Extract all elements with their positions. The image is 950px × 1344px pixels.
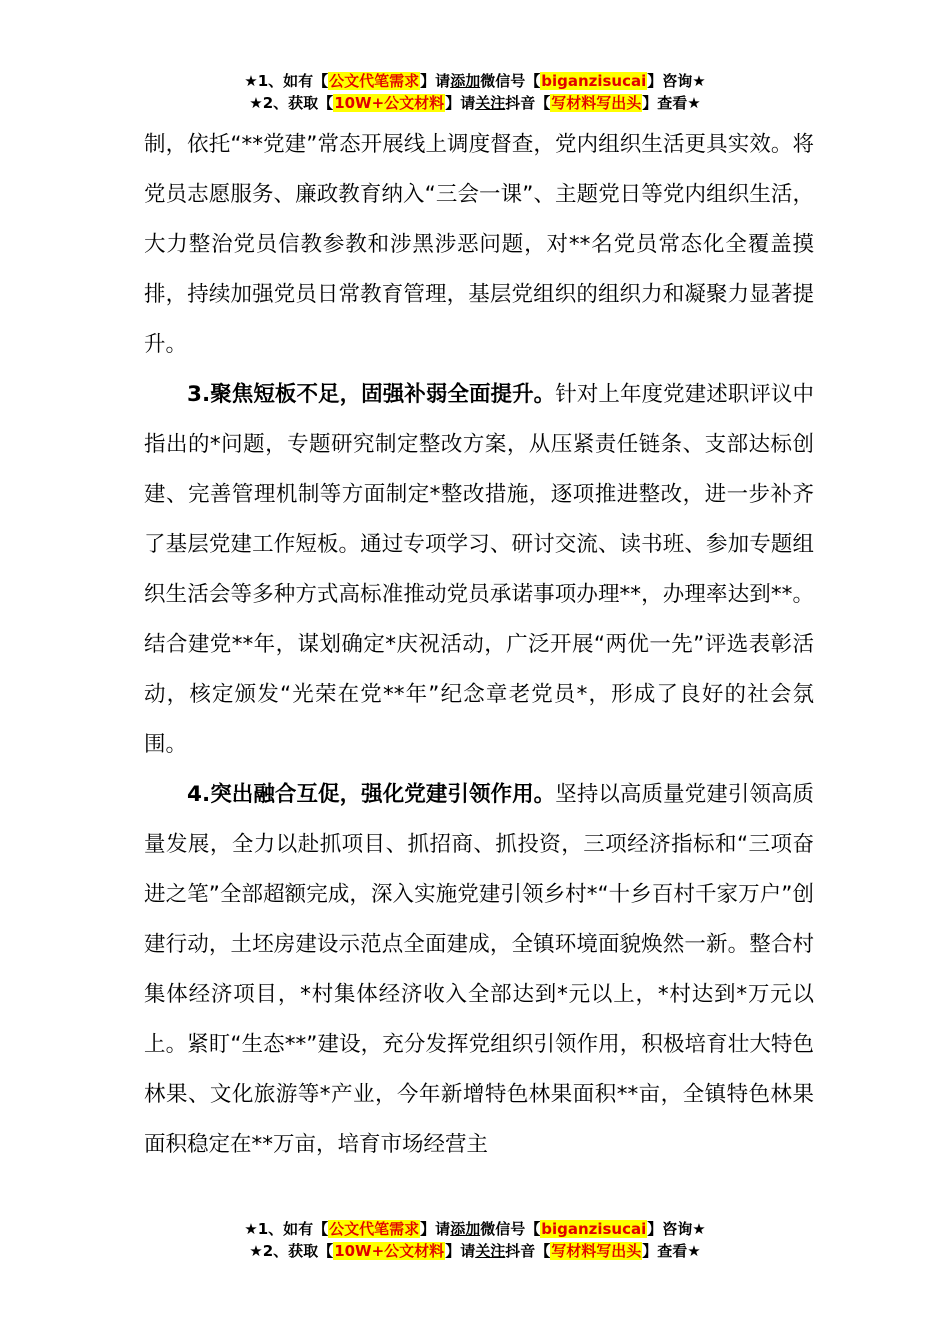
highlight-text: 公文代笔需求 <box>329 1220 420 1238</box>
paragraph-heading: 3.聚焦短板不足，固强补弱全面提升。 <box>187 382 556 407</box>
banner-text: ★2、获取【 <box>249 94 334 112</box>
paragraph-heading: 4.突出融合互促，强化党建引领作用。 <box>187 782 556 807</box>
header-banner <box>0 70 950 114</box>
banner-text: 】请 <box>445 1242 476 1260</box>
banner-text: 】请 <box>445 94 476 112</box>
banner-text: ★1、如有【 <box>244 72 329 90</box>
underlined-text: 关注 <box>475 94 506 112</box>
banner-text: ★2、获取【 <box>249 1242 334 1260</box>
paragraph-text: 制，依托“**党建”常态开展线上调度督查，党内组织生活更具实效。将党员志愿服务、廉政教育纳入“三会一课”、主题党日等党内组织生活，大力整治党员信教参教和涉黑涉恶问题，对**名党员常态化全覆盖摸排，持续加强党员日常教育管理，基层党组织的组织力和凝聚力显著提升。 <box>144 132 814 357</box>
highlight-text: 公文代笔需求 <box>329 72 420 90</box>
banner-text: ★1、如有【 <box>244 1220 329 1238</box>
banner-text: 抖音【 <box>505 94 551 112</box>
highlight-text: 写材料写出头 <box>551 94 642 112</box>
footer-banner <box>0 1218 950 1262</box>
paragraph-text: 坚持以高质量党建引领高质量发展，全力以赴抓项目、抓招商、抓投资，三项经济指标和“三项奋进之笔”全部超额完成，深入实施党建引领乡村*“十乡百村千家万户”创建行动，土坯房建设示范点全面建成，全镇环境面貌焕然一新。整合村集体经济项目，*村集体经济收入全部达到*元以上，*村达到*万元以上。紧盯“生态**”建设，充分发挥党组织引领作用，积极培育壮大特色林果、文化旅游等*产业，今年新增特色林果面积**亩，全镇特色林果面积稳定在**万亩，培育市场经营主 <box>144 782 814 1157</box>
paragraph-text: 针对上年度党建述职评议中指出的*问题，专题研究制定整改方案，从压紧责任链条、支部达标创建、完善管理机制等方面制定*整改措施，逐项推进整改，进一步补齐了基层党建工作短板。通过专项学习、研讨交流、读书班、参加专题组织生活会等多种方式高标准推动党员承诺事项办理**，办理率达到**。结合建党**年，谋划确定*庆祝活动，广泛开展“两优一先”评选表彰活动，核定颁发“光荣在党**年”纪念章老党员*，形成了良好的社会氛围。 <box>144 382 814 757</box>
banner-text: 】请 <box>420 1220 451 1238</box>
banner-text: 】请 <box>420 72 451 90</box>
highlight-text: biganzisucai <box>541 1220 647 1238</box>
banner-text: 】查看★ <box>642 1242 701 1260</box>
underlined-text: 添加 <box>450 1220 481 1238</box>
banner-text: 微信号【 <box>480 72 541 90</box>
highlight-text: 10W+公文材料 <box>334 94 445 112</box>
paragraph-2 <box>144 370 814 770</box>
highlight-text: 写材料写出头 <box>551 1242 642 1260</box>
banner-line-1 <box>0 1218 950 1240</box>
banner-line-2 <box>0 92 950 114</box>
underlined-text: 添加 <box>450 72 481 90</box>
banner-text: 】查看★ <box>642 94 701 112</box>
banner-text: 】咨询★ <box>647 1220 706 1238</box>
banner-text: 抖音【 <box>505 1242 551 1260</box>
banner-text: 】咨询★ <box>647 72 706 90</box>
banner-line-1 <box>0 70 950 92</box>
highlight-text: biganzisucai <box>541 72 647 90</box>
highlight-text: 10W+公文材料 <box>334 1242 445 1260</box>
underlined-text: 关注 <box>475 1242 506 1260</box>
document-body <box>144 120 814 1170</box>
paragraph-3 <box>144 770 814 1170</box>
banner-line-2 <box>0 1240 950 1262</box>
banner-text: 微信号【 <box>480 1220 541 1238</box>
paragraph-1 <box>144 120 814 370</box>
